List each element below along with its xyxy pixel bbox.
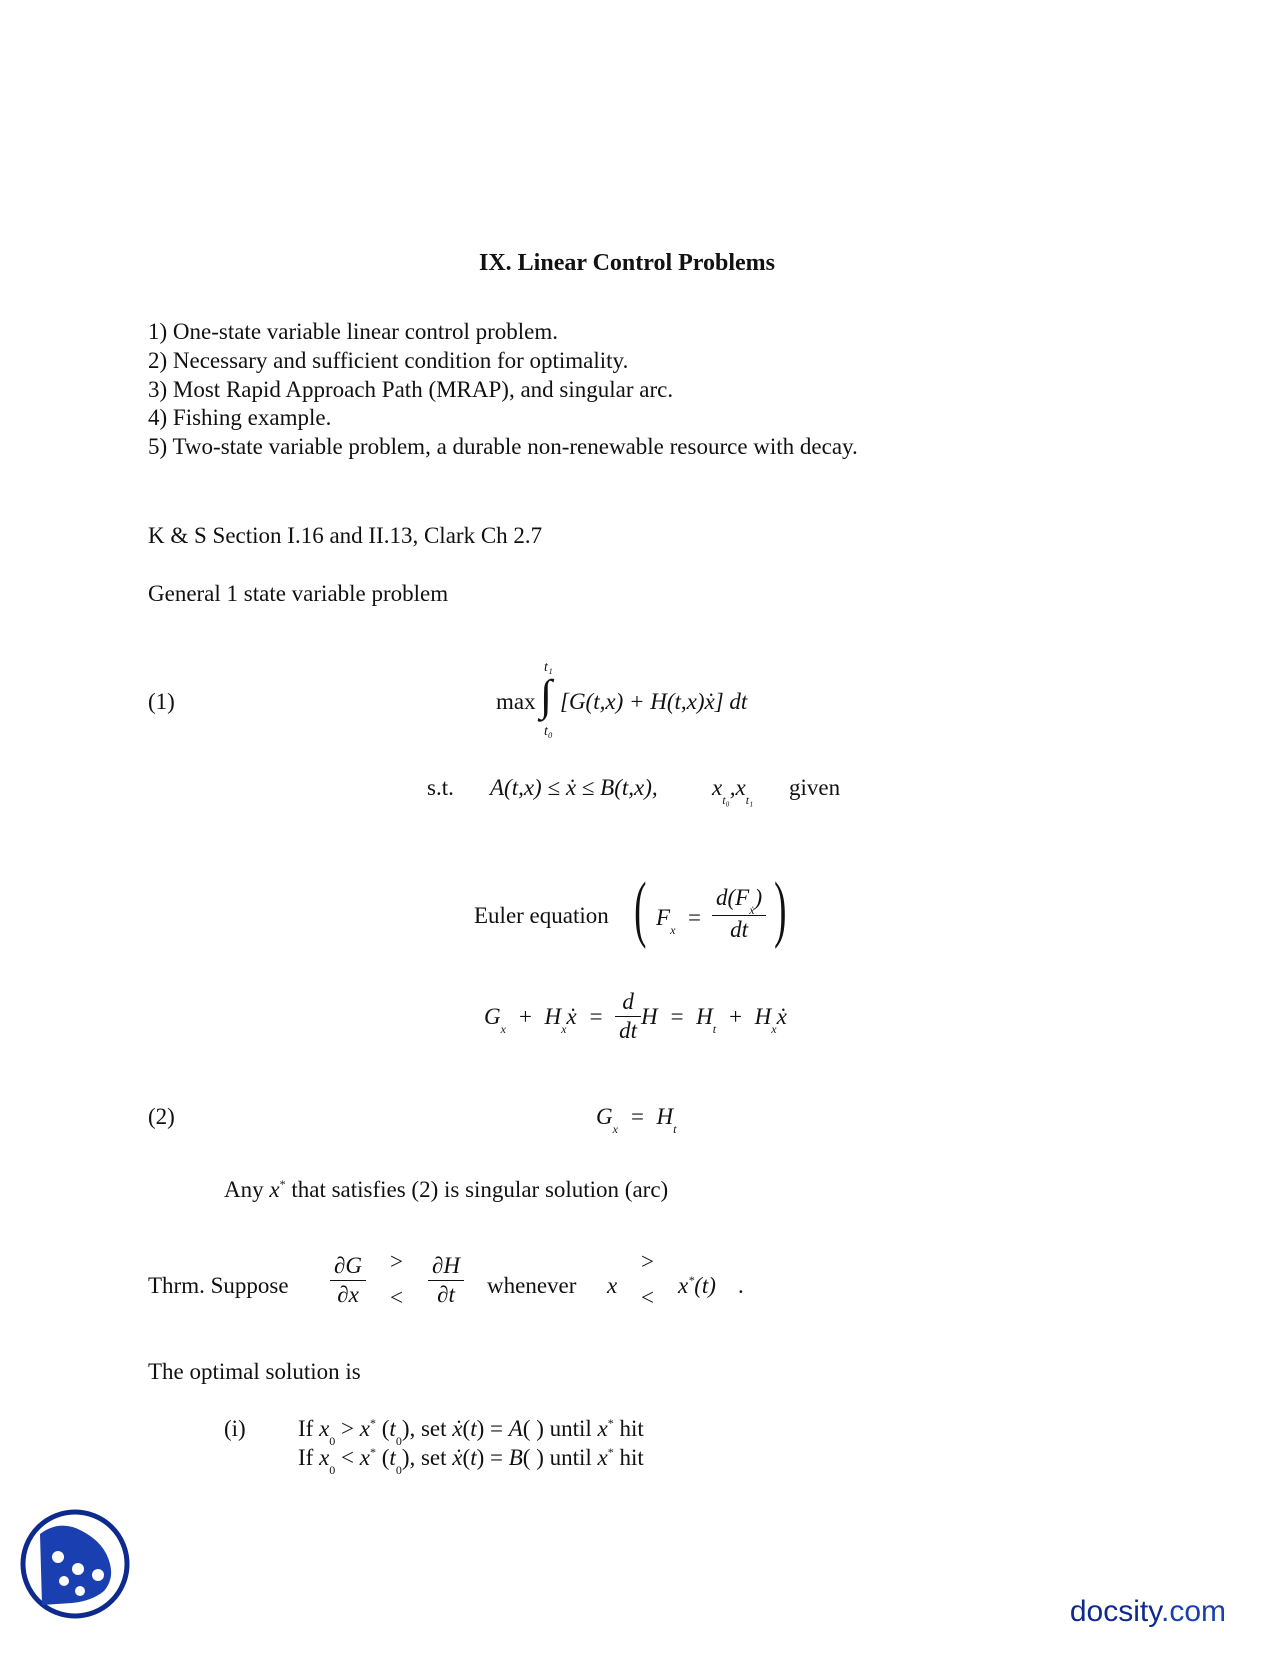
euler-fraction: $\frac{d(F_ẋ)}{dt}$ xyxy=(712,884,766,944)
x-star-t: x*(t) xyxy=(678,1273,716,1298)
constraint-expression: A(t,x) ≤ ẋ ≤ B(t,x), xyxy=(490,775,658,800)
page-title: IX. Linear Control Problems xyxy=(479,250,776,276)
singular-statement: Any x* that satisfies (2) is singular solution (arc) xyxy=(224,1177,669,1202)
optimal-intro: The optimal solution is xyxy=(148,1359,361,1384)
list-item: 4) Fishing example. xyxy=(148,405,332,431)
equation-2: $G_x = H_t$ xyxy=(596,1104,677,1136)
theorem-period: . xyxy=(738,1273,744,1298)
section-intro: General 1 state variable problem xyxy=(148,581,449,606)
euler-label: Euler equation xyxy=(474,903,609,928)
list-item: 2) Necessary and sufficient condition for optimality. xyxy=(148,347,629,373)
max-operator: max xyxy=(496,689,536,714)
euler-expanded: $G_x$ + $H_xẋ$ = $\frac{d}{dt}$ $H = H_t$ + $H_xẋ$ xyxy=(484,989,787,1043)
integral-upper: t₁ xyxy=(544,660,553,675)
integral-sign: ∫ xyxy=(540,671,553,720)
variable-x: x xyxy=(607,1273,618,1298)
inequality-1: > < xyxy=(390,1249,403,1310)
list-item: 5) Two-state variable problem, a durable non-renewable resource with decay. xyxy=(148,434,858,460)
equation-label-2: (2) xyxy=(148,1104,175,1129)
reference-line: K & S Section I.16 and II.13, Clark Ch 2.7 xyxy=(148,523,543,548)
outline-list xyxy=(148,318,858,462)
theorem-label: Thrm. Suppose xyxy=(148,1273,289,1298)
brand-wordmark[interactable]: docsity.com xyxy=(1069,1595,1226,1628)
equals-sign: = xyxy=(688,905,701,930)
whenever-text: whenever xyxy=(487,1273,577,1298)
right-paren: ) xyxy=(774,868,787,950)
given-text: given xyxy=(789,775,841,800)
case-label-i: (i) xyxy=(224,1416,246,1441)
case-i-line-1: If $x_0 > x^*$ $(t_0)$, set ẋ(t) = A( ) until x* hit xyxy=(298,1416,644,1448)
list-item: 3) Most Rapid Approach Path (MRAP), and singular arc. xyxy=(148,376,674,402)
left-paren: ( xyxy=(634,868,647,950)
docsity-logo-icon[interactable] xyxy=(20,1509,130,1619)
equation-label-1: (1) xyxy=(148,689,175,714)
integral-lower: t₀ xyxy=(544,724,553,739)
constraint-label: s.t. xyxy=(427,775,454,800)
partial-g-fraction: $\frac{\partial G}{\partial x}$ xyxy=(330,1252,366,1309)
list-item: 1) One-state variable linear control problem. xyxy=(148,319,559,344)
inequality-2: > < xyxy=(641,1249,654,1310)
partial-h-fraction: $\frac{\partial H}{\partial t}$ xyxy=(428,1252,464,1309)
euler-lhs: $F_x$ xyxy=(656,905,676,937)
integrand: [G(t,x) + H(t,x)ẋ] dt xyxy=(560,689,748,714)
case-i-line-2: If $x_0 < x^*$ $(t_0)$, set ẋ(t) = B( ) until x* hit xyxy=(298,1445,644,1477)
given-vars: $x_{t_0},x_{t_1}$ xyxy=(712,775,754,807)
